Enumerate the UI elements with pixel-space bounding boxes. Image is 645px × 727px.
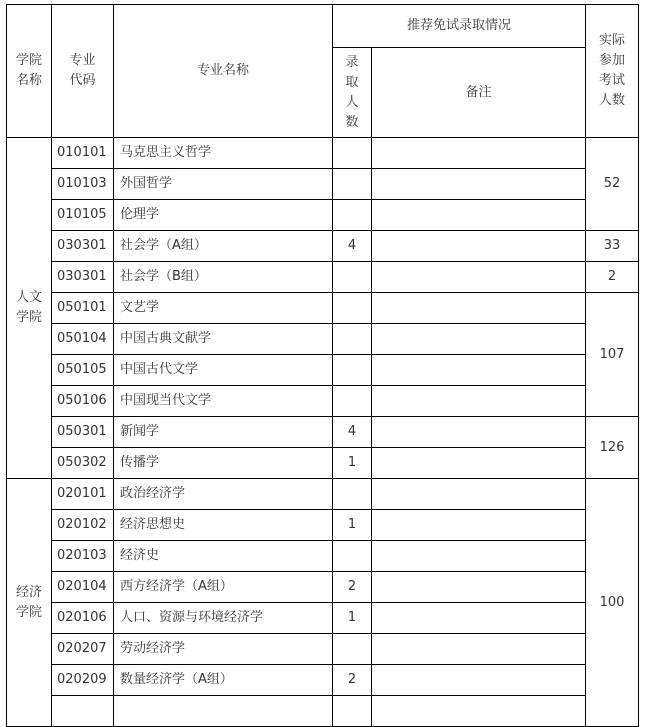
note-text [372, 324, 586, 355]
table-row [7, 324, 639, 355]
admitted-count: 2 [333, 572, 372, 603]
admitted-count: 4 [333, 231, 372, 262]
major-code: 020209 [52, 665, 114, 696]
major-code: 050302 [52, 448, 114, 479]
table-row [7, 417, 639, 448]
college-cell [7, 479, 52, 727]
admitted-count [333, 200, 372, 231]
major-name: 中国古代文学 [114, 355, 333, 386]
major-name: 外国哲学 [114, 169, 333, 200]
note-text [372, 386, 586, 417]
major-name: 人口、资源与环境经济学 [114, 603, 333, 634]
major-code [52, 696, 114, 727]
major-name: 经济史 [114, 541, 333, 572]
note-text [372, 169, 586, 200]
major-name: 劳动经济学 [114, 634, 333, 665]
note-text [372, 200, 586, 231]
note-text [372, 603, 586, 634]
college-name: 经济学院 [16, 584, 43, 620]
header-recommend-label: 推荐免试录取情况 [406, 18, 511, 33]
major-name: 文艺学 [114, 293, 333, 324]
major-code: 050301 [52, 417, 114, 448]
admitted-count: 2 [333, 665, 372, 696]
college-cell [7, 138, 52, 479]
major-code: 030301 [52, 231, 114, 262]
admitted-count [333, 541, 372, 572]
major-code: 020104 [52, 572, 114, 603]
header-actual-label: 实际参加考试人数 [599, 33, 626, 108]
header-admitted [333, 48, 372, 138]
table-row [7, 355, 639, 386]
table-row [7, 510, 639, 541]
college-name: 人文学院 [16, 290, 43, 325]
note-text [372, 138, 586, 169]
header-code-label: 专业代码 [69, 53, 96, 88]
major-name: 数量经济学（A组） [114, 665, 333, 696]
table-row [7, 138, 639, 169]
major-name: 政治经济学 [114, 479, 333, 510]
actual-count: 2 [586, 262, 639, 293]
major-name: 社会学（A组） [114, 231, 333, 262]
note-text [372, 665, 586, 696]
table-row [7, 541, 639, 572]
admitted-count [333, 293, 372, 324]
major-code: 050106 [52, 386, 114, 417]
major-name [114, 696, 333, 727]
table-row [7, 603, 639, 634]
admitted-count [333, 696, 372, 727]
major-code: 020103 [52, 541, 114, 572]
table-row [7, 169, 639, 200]
major-name: 社会学（B组） [114, 262, 333, 293]
actual-count: 33 [586, 231, 639, 262]
note-text [372, 262, 586, 293]
admitted-count [333, 138, 372, 169]
major-code: 010101 [52, 138, 114, 169]
major-name: 经济思想史 [114, 510, 333, 541]
actual-count: 126 [586, 417, 639, 479]
admission-table [6, 4, 639, 727]
note-text [372, 479, 586, 510]
admitted-count [333, 479, 372, 510]
table-row [7, 696, 639, 727]
note-text [372, 448, 586, 479]
admitted-count [333, 262, 372, 293]
note-text [372, 634, 586, 665]
admitted-count: 4 [333, 417, 372, 448]
major-name: 传播学 [114, 448, 333, 479]
table-body [7, 5, 639, 727]
header-admitted-label: 录取人数 [345, 54, 359, 130]
note-text [372, 293, 586, 324]
table-row [7, 386, 639, 417]
admitted-count: 1 [333, 603, 372, 634]
admitted-count [333, 634, 372, 665]
major-code: 010103 [52, 169, 114, 200]
major-code: 050105 [52, 355, 114, 386]
note-text [372, 541, 586, 572]
table-row [7, 572, 639, 603]
actual-count: 52 [586, 138, 639, 231]
admitted-count: 1 [333, 448, 372, 479]
note-text [372, 231, 586, 262]
major-name: 西方经济学（A组） [114, 572, 333, 603]
header-college-label: 学院名称 [16, 53, 43, 88]
major-name: 马克思主义哲学 [114, 138, 333, 169]
admitted-count [333, 324, 372, 355]
table-row [7, 448, 639, 479]
header-note [372, 48, 586, 138]
note-text [372, 510, 586, 541]
major-code: 020102 [52, 510, 114, 541]
table-row [7, 293, 639, 324]
table-row [7, 231, 639, 262]
table-row [7, 479, 639, 510]
major-name: 中国现当代文学 [114, 386, 333, 417]
actual-count: 100 [586, 479, 639, 727]
note-text [372, 355, 586, 386]
major-code: 050104 [52, 324, 114, 355]
admitted-count [333, 169, 372, 200]
header-recommend [333, 5, 586, 48]
table-row [7, 634, 639, 665]
actual-count: 107 [586, 293, 639, 417]
header-actual [586, 5, 639, 138]
header-note-label: 备注 [465, 84, 492, 100]
header-row-top [7, 5, 639, 48]
header-college [7, 5, 52, 138]
major-name: 伦理学 [114, 200, 333, 231]
major-name: 中国古典文献学 [114, 324, 333, 355]
major-code: 020101 [52, 479, 114, 510]
header-name-label: 专业名称 [196, 63, 249, 78]
table-row [7, 262, 639, 293]
admitted-count: 1 [333, 510, 372, 541]
note-text [372, 696, 586, 727]
table-row [7, 665, 639, 696]
admitted-count [333, 355, 372, 386]
table-row [7, 200, 639, 231]
note-text [372, 572, 586, 603]
major-code: 020106 [52, 603, 114, 634]
admitted-count [333, 386, 372, 417]
major-code: 010105 [52, 200, 114, 231]
major-name: 新闻学 [114, 417, 333, 448]
major-code: 020207 [52, 634, 114, 665]
major-code: 050101 [52, 293, 114, 324]
major-code: 030301 [52, 262, 114, 293]
header-name [114, 5, 333, 138]
note-text [372, 417, 586, 448]
header-code [52, 5, 114, 138]
